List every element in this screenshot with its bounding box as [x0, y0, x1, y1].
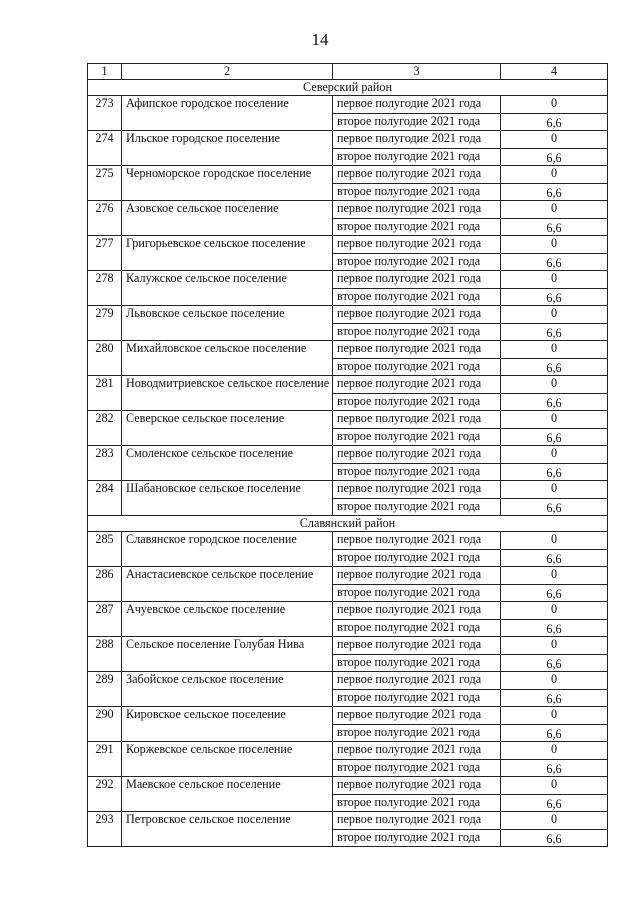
period-second-half: второе полугодие 2021 года: [333, 498, 501, 516]
table-row: [88, 707, 608, 725]
row-number: 277: [88, 236, 122, 271]
value-second-half: 6,6: [501, 358, 608, 376]
period-second-half: второе полугодие 2021 года: [333, 148, 501, 166]
value-second-half: 6,6: [501, 584, 608, 602]
table-row: [88, 131, 608, 149]
value-second-half: 6,6: [501, 549, 608, 567]
data-table: [87, 63, 608, 847]
value-first-half: 0: [501, 96, 608, 114]
period-second-half: второе полугодие 2021 года: [333, 253, 501, 271]
settlement-name: Черноморское городское поселение: [122, 166, 333, 201]
value-first-half: 0: [501, 742, 608, 760]
value-first-half: 0: [501, 446, 608, 464]
settlement-name: Ачуевское сельское поселение: [122, 602, 333, 637]
value-first-half: 0: [501, 166, 608, 184]
period-second-half: второе полугодие 2021 года: [333, 759, 501, 777]
settlement-name: Петровское сельское поселение: [122, 812, 333, 847]
settlement-name: Калужское сельское поселение: [122, 271, 333, 306]
value-second-half: 6,6: [501, 463, 608, 481]
row-number: 284: [88, 481, 122, 516]
settlement-name: Кировское сельское поселение: [122, 707, 333, 742]
value-second-half: 6,6: [501, 654, 608, 672]
period-first-half: первое полугодие 2021 года: [333, 446, 501, 464]
value-second-half: 6,6: [501, 113, 608, 131]
value-first-half: 0: [501, 637, 608, 655]
table-row: [88, 446, 608, 464]
value-second-half: 6,6: [501, 759, 608, 777]
value-second-half: 6,6: [501, 288, 608, 306]
row-number: 276: [88, 201, 122, 236]
district-name: Северский район: [88, 80, 608, 96]
row-number: 274: [88, 131, 122, 166]
period-first-half: первое полугодие 2021 года: [333, 481, 501, 499]
period-first-half: первое полугодие 2021 года: [333, 271, 501, 289]
value-second-half: 6,6: [501, 218, 608, 236]
period-second-half: второе полугодие 2021 года: [333, 829, 501, 847]
value-second-half: 6,6: [501, 724, 608, 742]
period-first-half: первое полугодие 2021 года: [333, 672, 501, 690]
settlement-name: Смоленское сельское поселение: [122, 446, 333, 481]
settlement-name: Григорьевское сельское поселение: [122, 236, 333, 271]
table-row: [88, 637, 608, 655]
table-row: [88, 532, 608, 550]
period-second-half: второе полугодие 2021 года: [333, 393, 501, 411]
row-number: 287: [88, 602, 122, 637]
settlement-name: Забойское сельское поселение: [122, 672, 333, 707]
settlement-name: Северское сельское поселение: [122, 411, 333, 446]
table-row: [88, 777, 608, 795]
period-second-half: второе полугодие 2021 года: [333, 654, 501, 672]
period-second-half: второе полугодие 2021 года: [333, 358, 501, 376]
period-second-half: второе полугодие 2021 года: [333, 689, 501, 707]
table-row: [88, 236, 608, 254]
value-second-half: 6,6: [501, 829, 608, 847]
column-header: 1: [88, 64, 122, 80]
period-second-half: второе полугодие 2021 года: [333, 323, 501, 341]
row-number: 288: [88, 637, 122, 672]
table-row: [88, 742, 608, 760]
period-second-half: второе полугодие 2021 года: [333, 183, 501, 201]
period-second-half: второе полугодие 2021 года: [333, 724, 501, 742]
value-first-half: 0: [501, 376, 608, 394]
table-row: [88, 376, 608, 394]
value-second-half: 6,6: [501, 393, 608, 411]
value-first-half: 0: [501, 567, 608, 585]
value-first-half: 0: [501, 201, 608, 219]
column-header: 4: [501, 64, 608, 80]
table-row: [88, 271, 608, 289]
settlement-name: Львовское сельское поселение: [122, 306, 333, 341]
period-second-half: второе полугодие 2021 года: [333, 428, 501, 446]
settlement-name: Коржевское сельское поселение: [122, 742, 333, 777]
value-second-half: 6,6: [501, 323, 608, 341]
settlement-name: Новодмитриевское сельское поселение: [122, 376, 333, 411]
period-first-half: первое полугодие 2021 года: [333, 707, 501, 725]
period-second-half: второе полугодие 2021 года: [333, 113, 501, 131]
period-first-half: первое полугодие 2021 года: [333, 411, 501, 429]
table-row: [88, 602, 608, 620]
row-number: 285: [88, 532, 122, 567]
row-number: 291: [88, 742, 122, 777]
row-number: 282: [88, 411, 122, 446]
settlement-name: Анастасиевское сельское поселение: [122, 567, 333, 602]
column-header: 3: [333, 64, 501, 80]
period-second-half: второе полугодие 2021 года: [333, 463, 501, 481]
row-number: 283: [88, 446, 122, 481]
row-number: 293: [88, 812, 122, 847]
table-row: [88, 166, 608, 184]
value-second-half: 6,6: [501, 498, 608, 516]
value-first-half: 0: [501, 481, 608, 499]
value-first-half: 0: [501, 236, 608, 254]
row-number: 273: [88, 96, 122, 131]
value-first-half: 0: [501, 271, 608, 289]
period-first-half: первое полугодие 2021 года: [333, 96, 501, 114]
period-first-half: первое полугодие 2021 года: [333, 777, 501, 795]
settlement-name: Шабановское сельское поселение: [122, 481, 333, 516]
row-number: 278: [88, 271, 122, 306]
row-number: 279: [88, 306, 122, 341]
value-second-half: 6,6: [501, 253, 608, 271]
table-row: [88, 567, 608, 585]
value-first-half: 0: [501, 411, 608, 429]
period-first-half: первое полугодие 2021 года: [333, 341, 501, 359]
district-name: Славянский район: [88, 516, 608, 532]
period-second-half: второе полугодие 2021 года: [333, 794, 501, 812]
period-second-half: второе полугодие 2021 года: [333, 218, 501, 236]
settlement-name: Славянское городское поселение: [122, 532, 333, 567]
value-second-half: 6,6: [501, 148, 608, 166]
settlement-name: Азовское сельское поселение: [122, 201, 333, 236]
page-number: 14: [311, 30, 329, 49]
period-second-half: второе полугодие 2021 года: [333, 549, 501, 567]
value-second-half: 6,6: [501, 619, 608, 637]
row-number: 292: [88, 777, 122, 812]
period-first-half: первое полугодие 2021 года: [333, 131, 501, 149]
value-first-half: 0: [501, 812, 608, 830]
row-number: 286: [88, 567, 122, 602]
value-second-half: 6,6: [501, 689, 608, 707]
settlement-name: Маевское сельское поселение: [122, 777, 333, 812]
settlement-name: Афипское городское поселение: [122, 96, 333, 131]
value-second-half: 6,6: [501, 794, 608, 812]
table-row: [88, 812, 608, 830]
row-number: 280: [88, 341, 122, 376]
value-first-half: 0: [501, 777, 608, 795]
period-first-half: первое полугодие 2021 года: [333, 376, 501, 394]
value-second-half: 6,6: [501, 428, 608, 446]
value-first-half: 0: [501, 707, 608, 725]
period-first-half: первое полугодие 2021 года: [333, 166, 501, 184]
table-row: [88, 201, 608, 219]
period-first-half: первое полугодие 2021 года: [333, 742, 501, 760]
value-first-half: 0: [501, 532, 608, 550]
settlement-name: Сельское поселение Голубая Нива: [122, 637, 333, 672]
row-number: 275: [88, 166, 122, 201]
table-row: [88, 411, 608, 429]
period-first-half: первое полугодие 2021 года: [333, 532, 501, 550]
table-row: [88, 481, 608, 499]
value-second-half: 6,6: [501, 183, 608, 201]
column-header: 2: [122, 64, 333, 80]
row-number: 281: [88, 376, 122, 411]
value-first-half: 0: [501, 306, 608, 324]
period-first-half: первое полугодие 2021 года: [333, 812, 501, 830]
table-row: [88, 672, 608, 690]
row-number: 290: [88, 707, 122, 742]
district-row: [88, 80, 608, 96]
table-row: [88, 341, 608, 359]
value-first-half: 0: [501, 341, 608, 359]
period-first-half: первое полугодие 2021 года: [333, 567, 501, 585]
period-first-half: первое полугодие 2021 года: [333, 306, 501, 324]
table-header-row: [88, 64, 608, 80]
period-first-half: первое полугодие 2021 года: [333, 201, 501, 219]
settlement-name: Михайловское сельское поселение: [122, 341, 333, 376]
period-second-half: второе полугодие 2021 года: [333, 584, 501, 602]
period-second-half: второе полугодие 2021 года: [333, 619, 501, 637]
value-first-half: 0: [501, 602, 608, 620]
period-first-half: первое полугодие 2021 года: [333, 637, 501, 655]
value-first-half: 0: [501, 131, 608, 149]
district-row: [88, 516, 608, 532]
period-first-half: первое полугодие 2021 года: [333, 236, 501, 254]
table-row: [88, 306, 608, 324]
row-number: 289: [88, 672, 122, 707]
period-first-half: первое полугодие 2021 года: [333, 602, 501, 620]
settlement-name: Ильское городское поселение: [122, 131, 333, 166]
period-second-half: второе полугодие 2021 года: [333, 288, 501, 306]
table-row: [88, 96, 608, 114]
value-first-half: 0: [501, 672, 608, 690]
